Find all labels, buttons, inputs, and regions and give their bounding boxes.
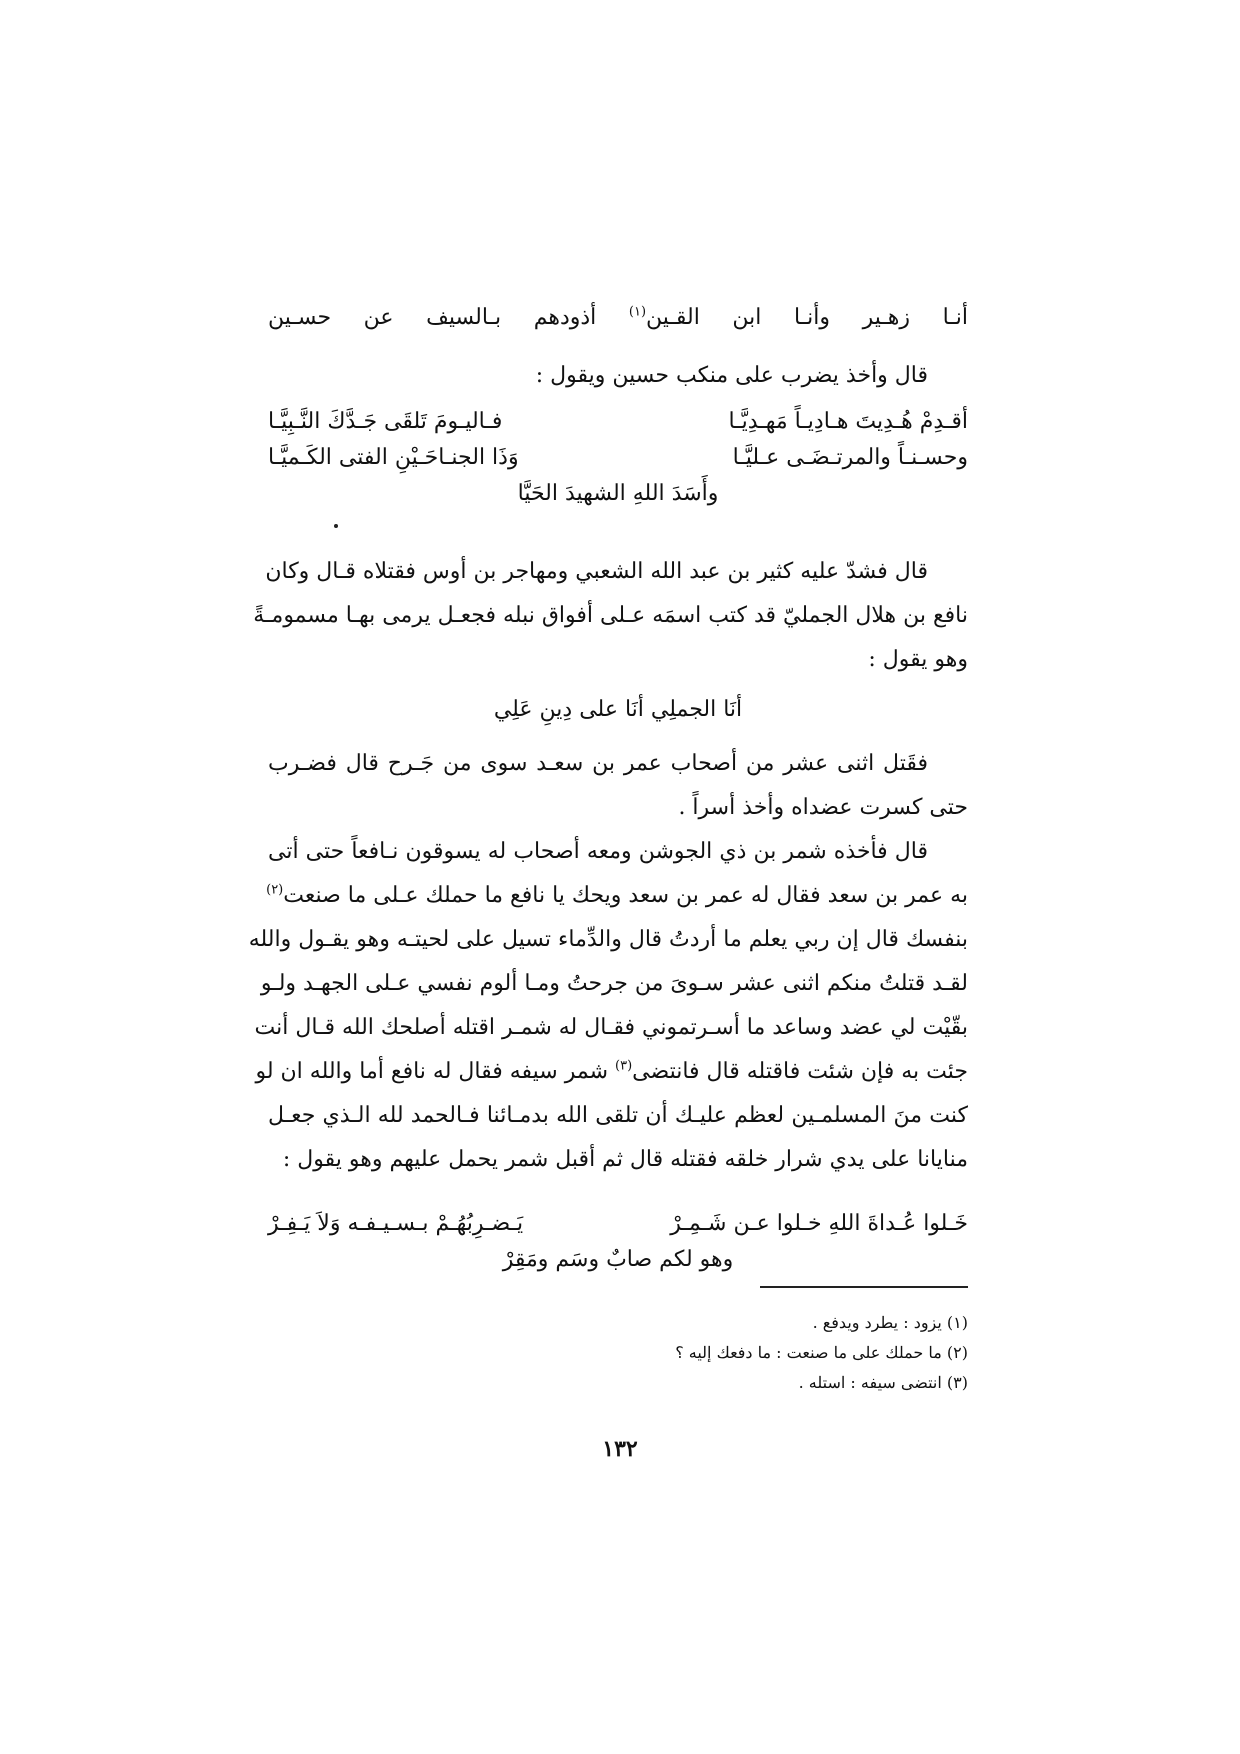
paragraph-line (255, 1050, 968, 1094)
verse-line (268, 296, 968, 340)
hemistich-left: فـاليـومَ تَلقَى جَـدَّكَ النَّـبِيَّـا (268, 409, 503, 434)
page-number: ١٣٢ (602, 1436, 638, 1462)
paragraph-line: منايانا على يدي شرار خلقه فقتله قال ثم أقبل شمر يحمل عليهم وهو يقول : (282, 1147, 968, 1172)
paragraph-line: كنت منَ المسلمـين لعظم عليـك أن تلقى الله بدمـائنا فـالحمد لله الـذي جعـل (268, 1103, 968, 1128)
paragraph-line: لقـد قتلتُ منكم اثنى عشر سـوىَ من جرحتُ ومـا ألوم نفسي عـلى الجهـد ولـو (260, 971, 968, 996)
poem-closing-line: وهو لكم صابٌ وسَم ومَقِرْ (502, 1247, 734, 1272)
line-text: شمر سيفه فقال له نافع أما والله ان لو (255, 1059, 609, 1084)
verse-first-part: أنـا زهـير وأنـا ابن القـين (646, 305, 968, 330)
paragraph-two (253, 550, 968, 682)
poem-two (268, 1206, 968, 1278)
paragraph-four (248, 830, 968, 1182)
footnote-item: (١) يزود : يطرد ويدفع . (812, 1313, 968, 1332)
footnote-divider (760, 1286, 968, 1288)
footnotes (560, 1308, 968, 1398)
hemistich-right: خَـلوا عُـداةَ اللهِ خـلوا عـن شَـمِـرْ (670, 1211, 968, 1236)
footnote-marker[interactable]: (٣) (615, 1058, 633, 1074)
verse-jamali (268, 688, 968, 732)
paragraph-line: فقَتل اثنى عشر من أصحاب عمر بن سعـد سوى من جَـرح قال فضـرب (268, 751, 928, 776)
poem-one (268, 404, 968, 512)
hemistich-right: أقـدِمْ هُـدِيتَ هـادِيـاً مَهـدِيَّـا (728, 409, 968, 434)
poem-row (268, 440, 968, 476)
hemistich-right: وحسـنـاً والمرتـضَـى عـليَّـا (732, 445, 968, 470)
footnote-marker[interactable]: (٢) (266, 882, 284, 898)
verse-line: أنَا الجملِي أنَا على دِينِ عَلِي (493, 697, 743, 722)
paragraph-line: بقّيْت لي عضد وساعد ما أسـرتموني فقـال له شمـر اقتله أصلحك الله قـال أنت (254, 1015, 968, 1040)
line-text: جئت به فإن شئت فاقتله قال فانتضى (632, 1059, 968, 1084)
paragraph-line: قال فشدّ عليه كثير بن عبد الله الشعبي ومهاجر بن أوس فقتلاه قـال وكان (265, 559, 928, 584)
poem-row (268, 1206, 968, 1242)
line-text: به عمر بن سعد فقال له عمر بن سعد ويحك يا نافع ما حملك عـلى ما صنعت (283, 883, 968, 908)
stray-dot (334, 524, 338, 528)
hemistich-left: وَذَا الجنـاحَـيْنِ الفتى الكَـميَّـا (268, 445, 519, 470)
hemistich-left: يَـضـرِبُهُـمْ بـسـيـفـه وَلاَ يَـفِـرْ (268, 1211, 524, 1236)
footnote-marker[interactable]: (١) (628, 304, 647, 320)
paragraph-line: وهو يقول : (868, 647, 968, 672)
footnote-item: (٣) انتضى سيفه : استله . (798, 1373, 968, 1392)
poem-closing-line: وأَسَدَ اللهِ الشهيدَ الحَيَّا (517, 481, 719, 506)
poem-row (268, 404, 968, 440)
paragraph-line: نافع بن هلال الجمليّ قد كتب اسمَه عـلى أفواق نبله فجعـل يرمى بهـا مسمومـةً (253, 603, 968, 628)
paragraph-line: قال فأخذه شمر بن ذي الجوشن ومعه أصحاب له يسوقون نـافعاً حتى أتى (268, 839, 928, 864)
verse-zuhair (268, 296, 968, 340)
paragraph-line: حتى كسرت عضداه وأخذ أسراً . (678, 795, 968, 820)
intro-paragraph (268, 354, 968, 398)
footnote-item: (٢) ما حملك على ما صنعت : ما دفعك إليه ؟ (675, 1343, 968, 1362)
paragraph-line (268, 874, 968, 918)
paragraph-three (268, 742, 968, 830)
paragraph-line: بنفسك قال إن ربي يعلم ما أردتُ قال والدِّماء تسيل على لحيتـه وهو يقـول والله (248, 927, 968, 952)
paragraph-line: قال وأخذ يضرب على منكب حسين ويقول : (535, 363, 928, 388)
verse-second-part: أذودهم بـالسيف عن حسـين (268, 305, 597, 330)
